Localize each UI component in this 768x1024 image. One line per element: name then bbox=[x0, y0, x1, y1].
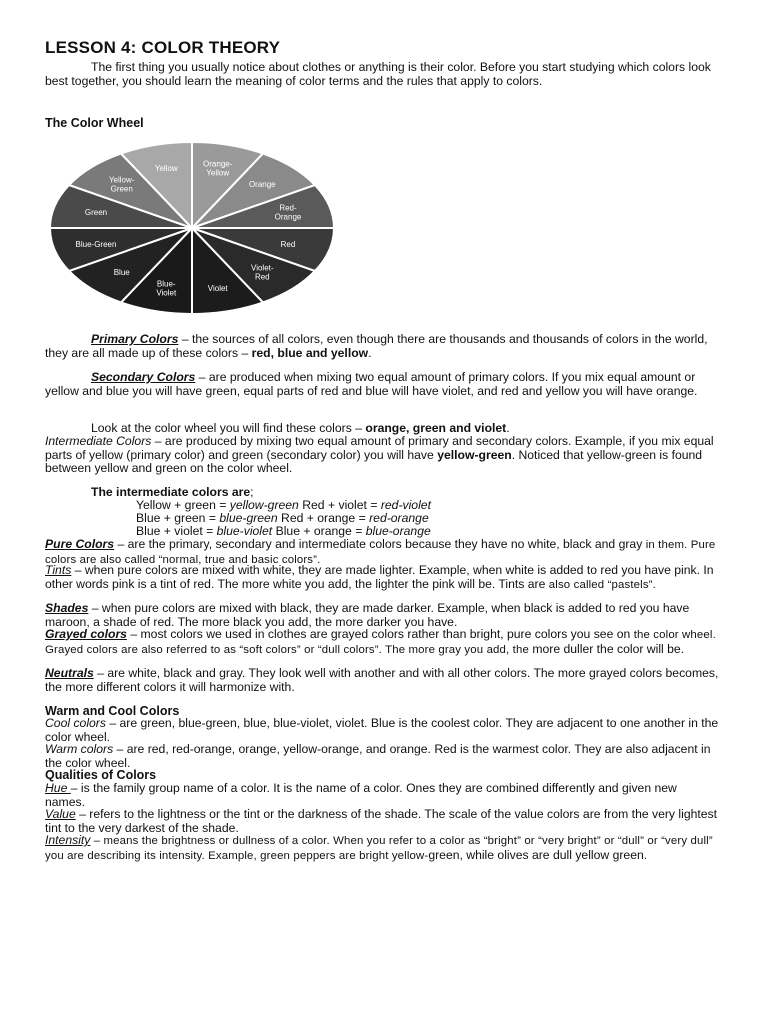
look-text: Look at the color wheel you will find these colors – bbox=[91, 421, 366, 435]
primary-colors-term: Primary Colors bbox=[91, 332, 179, 346]
look-secondary-list: orange, green and violet bbox=[365, 421, 507, 435]
mix-result: blue-green bbox=[219, 511, 278, 525]
grayed-colors-paragraph bbox=[45, 628, 720, 657]
mix-result: blue-violet bbox=[216, 524, 273, 538]
intermediate-list-heading-end: ; bbox=[250, 485, 254, 499]
warm-colors-text: – are red, red-orange, orange, yellow-orange, and orange. Red is the warmest color. They are also adjacent in the color wheel. bbox=[45, 742, 711, 770]
pure-colors-term: Pure Colors bbox=[45, 537, 115, 551]
mix-text: Blue + violet = bbox=[136, 524, 217, 538]
neutrals-term: Neutrals bbox=[45, 666, 94, 680]
wheel-segment-label: Orange bbox=[248, 180, 276, 190]
secondary-colors-paragraph bbox=[45, 371, 720, 398]
lesson-title: LESSON 4: COLOR THEORY bbox=[45, 38, 281, 57]
warm-colors-paragraph bbox=[45, 743, 720, 770]
warm-cool-heading: Warm and Cool Colors bbox=[45, 704, 180, 718]
wheel-segment-label: Violet bbox=[207, 283, 228, 293]
wheel-segment-label: Blue bbox=[113, 267, 130, 277]
pure-colors-text: – are the primary, secondary and intermediate colors because they have no white, black and gray bbox=[114, 537, 643, 551]
neutrals-paragraph bbox=[45, 667, 720, 694]
look-end: . bbox=[506, 421, 510, 435]
wheel-segment-label: Blue-Green bbox=[75, 240, 117, 250]
primary-colors-paragraph bbox=[45, 333, 720, 360]
shades-term: Shades bbox=[45, 601, 89, 615]
cool-colors-paragraph bbox=[45, 717, 720, 744]
neutrals-text: – are white, black and gray. They look well with another and with all other colors. The more grayed colors becomes, the more different colors it will harmonize with. bbox=[45, 666, 719, 694]
hue-text: – is the family group name of a color. It is the name of a color. Ones they are combined differently and given new names. bbox=[45, 781, 677, 809]
hue-paragraph bbox=[45, 782, 720, 809]
wheel-segment-label: Blue-Violet bbox=[156, 279, 177, 298]
color-wheel-diagram bbox=[48, 140, 336, 316]
wheel-segment-label: Red-Orange bbox=[274, 203, 302, 222]
wheel-segment-label: Orange-Yellow bbox=[203, 159, 233, 178]
grayed-colors-text: – most colors we used in clothes are grayed colors rather than bright, pure colors you see on bbox=[126, 627, 631, 641]
grayed-colors-text-end: more duller the color will be. bbox=[532, 641, 685, 656]
intensity-text-small: – means the brightness or dullness of a color. When you refer to a color as “bright” or “very bright” or “dull” or “very dull” you are describing its intensity. Example, green peppers are bright yellow- bbox=[45, 835, 713, 862]
qualities-heading: Qualities of Colors bbox=[45, 768, 157, 782]
intro-paragraph: The first thing you usually notice about clothes or anything is their color. Before you start studying which colors look best together, you should learn the meaning of color terms and the rules that apply to colors. bbox=[45, 60, 711, 88]
mix-result: yellow-green bbox=[229, 498, 299, 512]
warm-colors-term: Warm colors bbox=[45, 742, 114, 756]
pure-colors-text-small: in them. Pure colors are also called “normal, true and basic colors”. bbox=[45, 539, 716, 566]
mix-text: Yellow + green = bbox=[136, 498, 230, 512]
shades-paragraph bbox=[45, 602, 720, 629]
intensity-term: Intensity bbox=[45, 833, 91, 847]
intermediate-list-heading-text: The intermediate colors are bbox=[91, 485, 251, 499]
wheel-segment-label: Red bbox=[280, 240, 296, 250]
mix-text: Blue + green = bbox=[136, 511, 220, 525]
shades-text: – when pure colors are mixed with black, they are made darker. Example, when black is added to red you have maroon, a shade of red. The more black you add, the more darker you have. bbox=[45, 601, 690, 629]
primary-colors-end: . bbox=[368, 345, 372, 360]
intermediate-colors-end: . Noticed that yellow-green is found between yellow and green on the color wheel. bbox=[45, 447, 703, 476]
intermediate-colors-term: Intermediate Colors bbox=[45, 434, 152, 448]
wheel-segment-label: Yellow-Green bbox=[108, 175, 135, 194]
value-term: Value bbox=[45, 807, 76, 821]
intermediate-colors-text: – are produced by mixing two equal amount of primary and secondary colors. Example, if you mix equal parts of yellow (primary color) and green (secondary color) you will have bbox=[45, 434, 714, 462]
primary-colors-list: red, blue and yellow bbox=[251, 345, 369, 360]
tints-text-small: also called “pastels”. bbox=[548, 578, 656, 591]
grayed-colors-text-small: the color wheel. Grayed colors are also referred to as “soft colors” or “dull colors”. The more gray you add, the bbox=[45, 629, 716, 656]
wheel-segment-label: Violet-Red bbox=[251, 263, 274, 282]
wheel-segment-label: Green bbox=[84, 207, 108, 217]
wheel-segment-label: Yellow bbox=[154, 164, 178, 174]
primary-colors-text: – the sources of all colors, even though there are thousands and thousands of colors in the world, they are all made up of these colors – bbox=[45, 332, 708, 360]
hue-term: Hue bbox=[45, 781, 71, 795]
cool-colors-term: Cool colors bbox=[45, 716, 106, 730]
intermediate-colors-paragraph bbox=[45, 435, 720, 476]
tints-text: – when pure colors are mixed with white, they are made lighter. Example, when white is added to red you have pink. In other words pink is a tint of red. The more white you add, the lighter the pink will be. Tints are bbox=[45, 563, 714, 591]
mix-result: red-violet bbox=[380, 498, 431, 512]
color-wheel-heading: The Color Wheel bbox=[45, 116, 144, 130]
secondary-colors-text: – are produced when mixing two equal amount of primary colors. If you mix equal amount or yellow and blue you will have green, equal parts of red and blue will have violet, and red and yellow you will have orange. bbox=[45, 370, 698, 398]
grayed-colors-term: Grayed colors bbox=[45, 627, 127, 641]
tints-paragraph bbox=[45, 564, 720, 592]
tints-term: Tints bbox=[45, 563, 72, 577]
mix-text: Blue + orange = bbox=[272, 524, 366, 538]
intensity-text: green, while olives are dull yellow green. bbox=[428, 847, 648, 862]
value-paragraph bbox=[45, 808, 720, 835]
mix-text: Red + orange = bbox=[277, 511, 370, 525]
intermediate-colors-example: yellow-green bbox=[437, 447, 512, 462]
cool-colors-text: – are green, blue-green, blue, blue-violet, violet. Blue is the coolest color. They are adjacent to one another in the color wheel. bbox=[45, 716, 719, 744]
secondary-colors-term: Secondary Colors bbox=[91, 370, 196, 384]
mix-result: blue-orange bbox=[365, 524, 431, 538]
intensity-paragraph bbox=[45, 834, 720, 863]
mix-text: Red + violet = bbox=[298, 498, 381, 512]
mix-result: red-orange bbox=[369, 511, 429, 525]
value-text: – refers to the lightness or the tint or the darkness of the shade. The scale of the value colors are from the very lightest tint to the very darkest of the shade. bbox=[45, 807, 718, 835]
